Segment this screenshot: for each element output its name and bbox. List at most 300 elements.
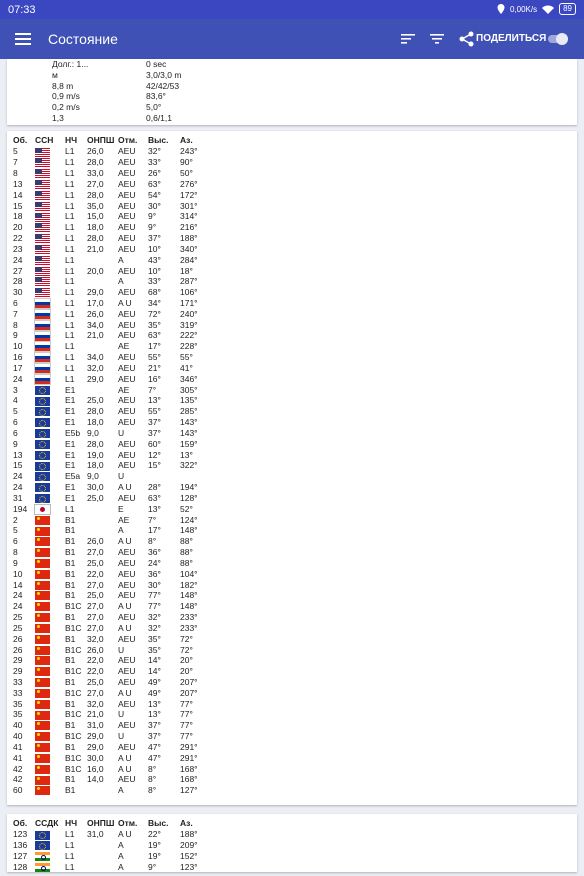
table-cell: 31,0	[87, 720, 104, 731]
table-cell: 291°	[180, 741, 198, 752]
constellation-flag-cell	[35, 384, 65, 395]
table-row	[13, 840, 220, 851]
table-cell: 6	[13, 298, 18, 308]
table-cell: 60°	[148, 438, 161, 449]
table-cell: 9°	[148, 211, 157, 222]
table-cell: 17°	[148, 525, 161, 536]
table-cell: AE	[118, 514, 130, 525]
table-cell: L1	[65, 276, 75, 287]
toggle-switch[interactable]	[547, 32, 569, 46]
table-cell: 9,0	[87, 427, 99, 438]
table-row	[13, 709, 220, 720]
constellation-flag-cell	[35, 157, 65, 168]
table-cell: 10	[13, 568, 23, 579]
table-cell: L1	[65, 287, 75, 298]
table-cell: E1	[65, 482, 76, 493]
table-cell: 26,0	[87, 308, 104, 319]
flag-us-icon	[35, 158, 50, 167]
table-cell: 284°	[180, 254, 198, 265]
table-cell: 305°	[180, 384, 198, 395]
constellation-flag-cell	[35, 276, 65, 287]
table-cell: 13°	[148, 395, 161, 406]
table-cell: 22,0	[87, 666, 104, 677]
table-cell: 32°	[148, 612, 161, 623]
table-row	[13, 525, 220, 536]
flag-jp-icon	[35, 505, 50, 514]
table-cell: B1C	[65, 752, 82, 763]
table-cell: L1	[65, 146, 75, 157]
share-button[interactable]: ПОДЕЛИТЬСЯ	[476, 33, 547, 44]
table-row	[13, 612, 220, 623]
table-cell: AEU	[118, 557, 136, 568]
table-cell: 168°	[180, 763, 198, 774]
table-cell: 26,0	[87, 536, 104, 547]
flag-cn-icon	[35, 743, 50, 752]
table-cell: 16°	[148, 373, 161, 384]
table-cell: AEU	[118, 308, 136, 319]
constellation-flag-cell	[35, 200, 65, 211]
table-cell: 52°	[180, 503, 193, 514]
table-cell: A	[118, 785, 124, 796]
table-cell: L1	[65, 168, 75, 179]
summary-value: 42/42/53	[146, 80, 180, 91]
table-cell: AEU	[118, 243, 136, 254]
table-cell: 243°	[180, 146, 198, 157]
constellation-flag-cell	[35, 785, 65, 796]
table-cell: 15,0	[87, 211, 104, 222]
flag-cn-icon	[35, 711, 50, 720]
table-cell: L1	[65, 222, 75, 233]
table-cell: AEU	[118, 406, 136, 417]
table-cell: 14°	[148, 666, 161, 677]
table-cell: L1	[65, 254, 75, 265]
table-cell: 30,0	[87, 752, 104, 763]
table-cell: 322°	[180, 460, 198, 471]
table-cell: 9	[13, 438, 18, 449]
table-cell: AEU	[118, 698, 136, 709]
table-cell: AEU	[118, 233, 136, 244]
table-cell: AEU	[118, 741, 136, 752]
table-cell: 27,0	[87, 178, 104, 189]
table-cell: L1	[65, 341, 75, 352]
table-cell	[87, 785, 118, 796]
table-cell	[87, 840, 118, 851]
summary-value: 1,3	[52, 113, 64, 123]
table-cell: 148°	[180, 601, 198, 612]
table-row	[13, 243, 220, 254]
table-cell: E1	[65, 438, 76, 449]
table-row	[13, 861, 220, 872]
table-cell: 16	[13, 352, 23, 363]
table-row	[13, 341, 220, 352]
constellation-flag-cell	[35, 687, 65, 698]
table-cell: 4	[13, 395, 18, 406]
constellation-flag-cell	[35, 341, 65, 352]
column-header[interactable]: Об.	[13, 818, 28, 828]
table-cell: 23	[13, 243, 23, 254]
table-cell: AEU	[118, 720, 136, 731]
table-cell: AEU	[118, 352, 136, 363]
table-cell: 24	[13, 254, 23, 265]
table-cell: 7°	[148, 384, 157, 395]
column-header[interactable]: ОНПШ	[87, 818, 115, 828]
table-row	[13, 677, 220, 688]
table-cell: 63°	[148, 330, 161, 341]
table-cell: 33	[13, 687, 23, 698]
table-cell: 128°	[180, 492, 198, 503]
table-cell: 55°	[148, 352, 161, 363]
column-header[interactable]: Аз.	[180, 818, 193, 828]
table-cell: 88°	[180, 557, 193, 568]
constellation-flag-cell	[35, 406, 65, 417]
constellation-flag-cell	[35, 742, 65, 753]
table-cell: U	[118, 427, 125, 438]
flag-us-icon	[35, 245, 50, 254]
summary-value: Долг.: 1...	[52, 59, 89, 69]
table-cell: 148°	[180, 590, 198, 601]
table-cell: 30°	[148, 200, 161, 211]
constellation-flag-cell	[35, 352, 65, 363]
flag-cn-icon	[35, 678, 50, 687]
table-cell: 168°	[180, 774, 198, 785]
table-cell: 63°	[148, 178, 161, 189]
table-cell: 291°	[180, 752, 198, 763]
table-row	[13, 829, 220, 840]
table-cell: L1	[65, 189, 75, 200]
flag-eu-icon	[35, 440, 50, 449]
constellation-flag-cell	[35, 840, 65, 851]
table-cell: 17,0	[87, 298, 104, 308]
table-cell: B1C	[65, 644, 82, 655]
column-header[interactable]: ССН	[35, 135, 54, 145]
column-header[interactable]: Отм.	[118, 135, 138, 145]
table-cell: 26	[13, 644, 23, 655]
table-cell: AEU	[118, 319, 136, 330]
table-cell: AEU	[118, 568, 136, 579]
table-cell: 228°	[180, 341, 198, 352]
constellation-flag-cell	[35, 330, 65, 341]
table-cell: 216°	[180, 222, 198, 233]
table-cell: AEU	[118, 265, 136, 276]
table-cell: 15	[13, 460, 23, 471]
constellation-flag-cell	[35, 243, 65, 254]
table-row	[13, 222, 220, 233]
table-cell: AE	[118, 341, 130, 352]
flag-us-icon	[35, 191, 50, 200]
table-cell: 340°	[180, 243, 198, 254]
table-cell: 32,0	[87, 633, 104, 644]
constellation-flag-cell	[35, 222, 65, 233]
table-cell	[87, 851, 118, 862]
table-row	[13, 406, 220, 417]
table-cell: AEU	[118, 774, 136, 785]
table-cell: 346°	[180, 373, 198, 384]
table-cell: B1C	[65, 622, 82, 633]
table-cell: E1	[65, 417, 76, 428]
table-cell: 194	[13, 503, 28, 514]
table-cell: 8°	[148, 536, 157, 547]
table-cell: 18°	[180, 265, 193, 276]
flag-ru-icon	[35, 342, 50, 351]
table-cell: E5a	[65, 471, 81, 482]
share-icon[interactable]	[458, 30, 476, 48]
flag-ru-icon	[35, 332, 50, 341]
flag-eu-icon	[35, 397, 50, 406]
table-cell	[87, 341, 118, 352]
table-cell: 29,0	[87, 741, 104, 752]
flag-ru-icon	[35, 321, 50, 330]
table-cell: A	[118, 254, 124, 265]
table-cell: 319°	[180, 319, 198, 330]
table-cell: AEU	[118, 655, 136, 666]
flag-cn-icon	[35, 754, 50, 763]
table-cell: 77°	[148, 601, 161, 612]
table-cell: 35,0	[87, 200, 104, 211]
table-cell: 28,0	[87, 406, 104, 417]
table-cell: L1	[65, 298, 75, 308]
app-bar	[0, 19, 584, 59]
table-cell: 72°	[180, 644, 193, 655]
summary-value: 0,9 m/s	[52, 91, 80, 102]
constellation-flag-cell	[35, 720, 65, 731]
table-cell: 7°	[148, 514, 157, 525]
flag-cn-icon	[35, 635, 50, 644]
table-cell: AEU	[118, 200, 136, 211]
column-header[interactable]: ССДК	[35, 818, 59, 828]
column-header[interactable]: ОНПШ	[87, 135, 115, 145]
table-cell: 8	[13, 319, 18, 330]
table-row	[13, 633, 220, 644]
constellation-flag-cell	[35, 731, 65, 742]
constellation-flag-cell	[35, 319, 65, 330]
table-row	[13, 200, 220, 211]
flag-us-icon	[35, 213, 50, 222]
table-cell: 41°	[180, 362, 193, 373]
table-cell: 14°	[148, 655, 161, 666]
flag-eu-icon	[35, 841, 50, 850]
table-row	[13, 265, 220, 276]
table-cell: E5b	[65, 427, 81, 438]
column-header[interactable]: Выс.	[148, 135, 169, 145]
table-cell: 35°	[148, 644, 161, 655]
constellation-flag-cell	[35, 482, 65, 493]
flag-cn-icon	[35, 559, 50, 568]
flag-cn-icon	[35, 765, 50, 774]
table-cell: AE	[118, 384, 130, 395]
constellation-flag-cell	[35, 709, 65, 720]
flag-eu-icon	[35, 494, 50, 503]
table-cell: E1	[65, 406, 76, 417]
table-cell: 127	[13, 851, 28, 862]
table-cell: 15	[13, 200, 23, 211]
flag-eu-icon	[35, 472, 50, 481]
table-row	[13, 742, 220, 753]
table-cell: 43°	[148, 254, 161, 265]
column-header[interactable]: НЧ	[65, 135, 78, 145]
table-cell: 8	[13, 547, 18, 558]
table-cell: 14	[13, 189, 23, 200]
table-cell: 14	[13, 579, 23, 590]
table-cell: 222°	[180, 330, 198, 341]
table-row	[13, 254, 220, 265]
column-header[interactable]: Аз.	[180, 135, 193, 145]
constellation-flag-cell	[35, 471, 65, 482]
table-cell: 55°	[180, 352, 193, 363]
table-cell: U	[118, 471, 125, 482]
flag-cn-icon	[35, 537, 50, 546]
table-cell: 90°	[180, 157, 193, 168]
constellation-flag-cell	[35, 601, 65, 612]
status-icons	[497, 3, 576, 15]
table-cell: U	[118, 731, 125, 742]
table-cell: 172°	[180, 189, 198, 200]
filter-icon[interactable]	[428, 30, 446, 48]
flag-us-icon	[35, 277, 50, 286]
table-cell: E1	[65, 384, 76, 395]
table-cell: 28,0	[87, 189, 104, 200]
table-row	[13, 655, 220, 666]
table-cell: 182°	[180, 579, 198, 590]
table-cell: 27,0	[87, 612, 104, 623]
table-row	[13, 785, 220, 796]
constellation-flag-cell	[35, 265, 65, 276]
table-cell: 8°	[148, 774, 157, 785]
table-cell: B1C	[65, 763, 82, 774]
table-cell: 17°	[148, 341, 161, 352]
table-cell: 10°	[148, 265, 161, 276]
sort-icon[interactable]	[399, 30, 417, 48]
table-row	[13, 276, 220, 287]
column-header[interactable]: Об.	[13, 135, 28, 145]
satellite-table-card	[7, 131, 577, 805]
table-row	[13, 687, 220, 698]
table-cell: L1	[65, 308, 75, 319]
table-cell: 26,0	[87, 644, 104, 655]
summary-value: 0,2 m/s	[52, 102, 80, 113]
table-cell: 25,0	[87, 395, 104, 406]
table-cell: 49°	[148, 687, 161, 698]
flag-us-icon	[35, 223, 50, 232]
table-cell: AEU	[118, 492, 136, 503]
table-cell: 28,0	[87, 438, 104, 449]
table-cell: 47°	[148, 752, 161, 763]
constellation-flag-cell	[35, 633, 65, 644]
table-cell: 15°	[148, 460, 161, 471]
table-cell: 9	[13, 330, 18, 341]
table-cell: 30°	[148, 579, 161, 590]
table-cell: 18,0	[87, 460, 104, 471]
table-cell: 49°	[148, 676, 161, 687]
column-header[interactable]: НЧ	[65, 818, 78, 828]
table-cell: 18	[13, 211, 23, 222]
table-cell: 20°	[180, 666, 193, 677]
table-cell: 233°	[180, 612, 198, 623]
table-cell: 28,0	[87, 233, 104, 244]
sbas-table-card	[7, 814, 577, 872]
table-cell: 77°	[180, 731, 193, 742]
table-cell: 104°	[180, 568, 198, 579]
table-cell: AEU	[118, 168, 136, 179]
table-row	[13, 482, 220, 493]
table-cell: 3	[13, 384, 18, 395]
table-cell: 60	[13, 785, 23, 796]
summary-value: 5,0°	[146, 102, 162, 113]
table-cell: 8	[13, 168, 18, 179]
table-row	[13, 233, 220, 244]
flag-cn-icon	[35, 570, 50, 579]
table-cell: 21,0	[87, 709, 104, 720]
table-row	[13, 384, 220, 395]
constellation-flag-cell	[35, 449, 65, 460]
table-cell: B1C	[65, 666, 82, 677]
table-cell: AEU	[118, 547, 136, 558]
table-cell: 72°	[148, 308, 161, 319]
flag-cn-icon	[35, 624, 50, 633]
table-row	[13, 763, 220, 774]
table-cell: 41	[13, 741, 23, 752]
constellation-flag-cell	[35, 698, 65, 709]
constellation-flag-cell	[35, 655, 65, 666]
table-cell: 34,0	[87, 352, 104, 363]
table-cell: 8°	[148, 763, 157, 774]
net-speed: 0,00K/s	[509, 4, 538, 14]
table-cell: 136	[13, 840, 28, 851]
table-row	[13, 514, 220, 525]
table-cell: 42	[13, 763, 23, 774]
constellation-flag-cell	[35, 438, 65, 449]
table-cell: 2	[13, 514, 18, 525]
flag-ru-icon	[35, 299, 50, 308]
table-cell: 128	[13, 861, 28, 872]
column-header[interactable]: Отм.	[118, 818, 138, 828]
table-cell	[87, 514, 118, 525]
table-row	[13, 319, 220, 330]
table-cell: 22	[13, 233, 23, 244]
flag-us-icon	[35, 169, 50, 178]
table-cell: B1	[65, 655, 76, 666]
table-cell: 36°	[148, 547, 161, 558]
table-cell: 207°	[180, 687, 198, 698]
table-cell: B1	[65, 698, 76, 709]
table-cell: A	[118, 851, 124, 862]
table-cell: 27,0	[87, 622, 104, 633]
table-cell: 30,0	[87, 482, 104, 493]
table-cell: 123°	[180, 861, 198, 872]
table-cell: AEU	[118, 460, 136, 471]
table-cell: B1	[65, 741, 76, 752]
flag-cn-icon	[35, 548, 50, 557]
table-cell: 12°	[148, 449, 161, 460]
table-row	[13, 428, 220, 439]
table-cell: 5	[13, 525, 18, 536]
table-cell: 34°	[148, 298, 161, 308]
table-cell: B1	[65, 568, 76, 579]
constellation-flag-cell	[35, 644, 65, 655]
table-cell: 10°	[148, 243, 161, 254]
flag-ru-icon	[35, 310, 50, 319]
flag-in-icon	[35, 863, 50, 872]
table-cell: B1	[65, 612, 76, 623]
table-cell: AEU	[118, 579, 136, 590]
flag-cn-icon	[35, 667, 50, 676]
table-cell: A U	[118, 536, 132, 547]
flag-us-icon	[35, 180, 50, 189]
flag-us-icon	[35, 234, 50, 243]
menu-icon[interactable]	[14, 30, 32, 48]
flag-cn-icon	[35, 786, 50, 795]
constellation-flag-cell	[35, 493, 65, 504]
column-header[interactable]: Выс.	[148, 818, 169, 828]
